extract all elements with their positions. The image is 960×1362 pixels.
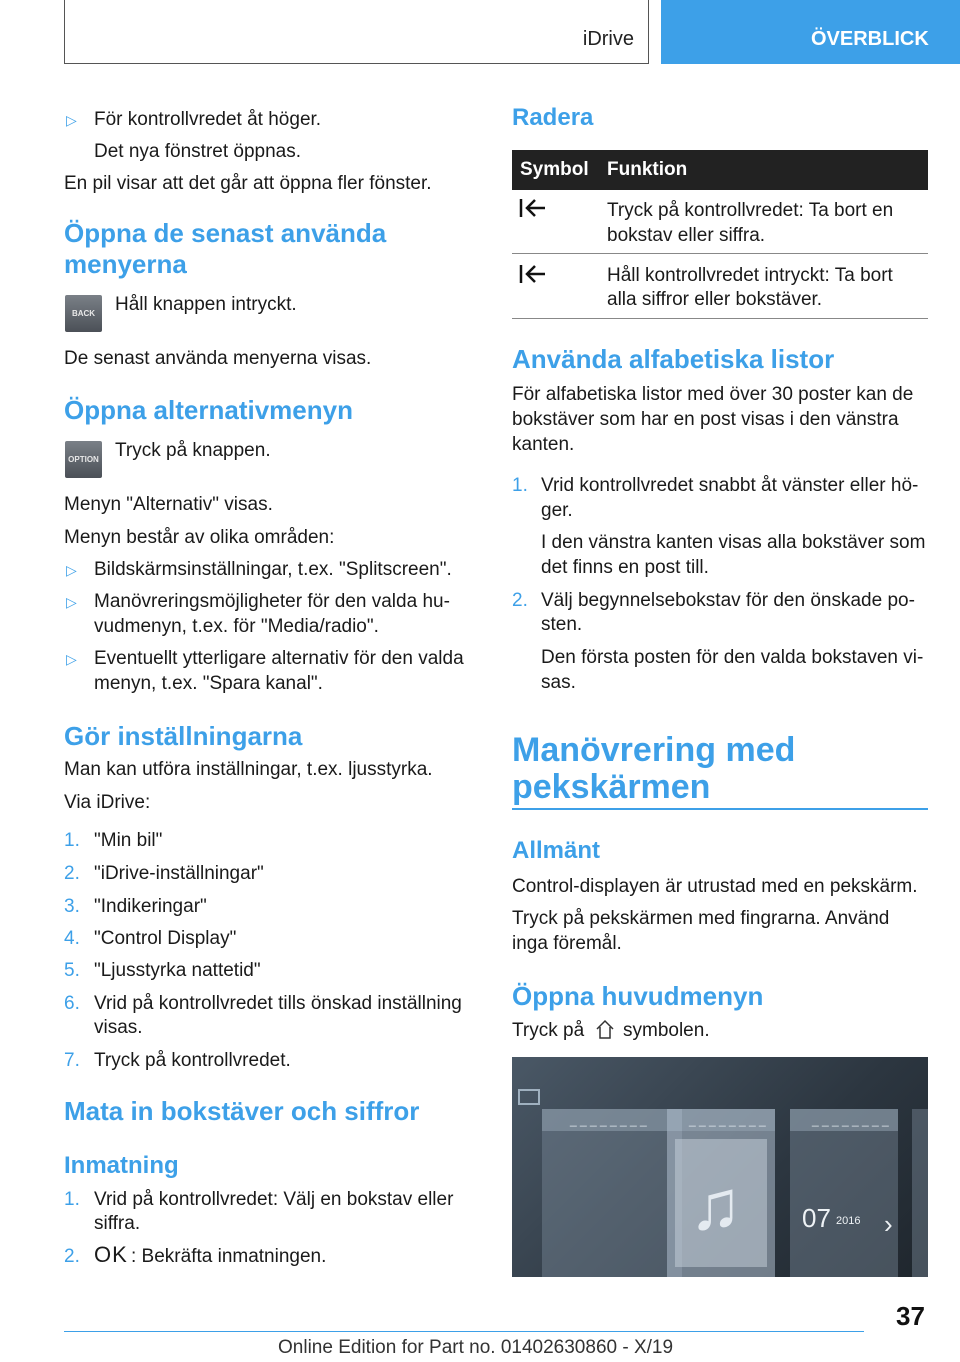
col-symbol: Symbol <box>520 159 589 180</box>
radio-value: 07 <box>802 1203 831 1233</box>
page-number: 37 <box>896 1301 925 1331</box>
table-cell: Håll kontrollvredet intryckt: Ta bort <box>607 265 893 286</box>
step-number: 6. <box>64 993 80 1014</box>
step-number: 4. <box>64 928 80 949</box>
table-header <box>512 150 928 190</box>
footer-edition: Online Edition for Part no. 01402630860 - X/19 <box>278 1337 674 1358</box>
paragraph: inga föremål. <box>512 933 622 954</box>
split-screen-icon <box>518 1089 540 1105</box>
step-text: "iDrive-inställningar" <box>94 863 264 884</box>
triangle-bullet-icon: ▷ <box>66 651 77 667</box>
bullet-text: menyn, t.ex. "Spara kanal". <box>94 673 323 694</box>
step-number: 7. <box>64 1050 80 1071</box>
step-number: 2. <box>64 863 80 884</box>
delete-arrow-icon <box>519 197 547 219</box>
section-rule <box>512 808 928 810</box>
step-text: sten. <box>541 614 583 635</box>
step-text: Vrid på kontrollvredet tills önskad inställning <box>94 993 462 1014</box>
header-tab <box>661 0 960 64</box>
radio-year: 2016 <box>836 1215 861 1227</box>
paragraph: Menyn består av olika områden: <box>64 527 335 548</box>
step-text: det finns en post till. <box>541 557 709 578</box>
step-text: Välj begynnelsebokstav för den önskade po- <box>541 590 915 611</box>
heading-alpha-lists: Använda alfabetiska listor <box>512 344 835 374</box>
tile-radio <box>790 1109 898 1277</box>
header-section: iDrive <box>582 28 634 50</box>
step-number: 5. <box>64 960 80 981</box>
header-frame <box>64 0 649 64</box>
triangle-bullet-icon: ▷ <box>66 594 77 610</box>
step-text: I den vänstra kanten visas alla bokstäver som <box>541 532 926 553</box>
bullet-text: vudmenyn, t.ex. för "Media/radio". <box>94 616 379 637</box>
home-icon <box>594 1018 616 1040</box>
step-text: Vrid på kontrollvredet: Välj en bokstav eller <box>94 1189 454 1210</box>
paragraph: Control-displayen är utrustad med en pekskärm. <box>512 876 918 897</box>
heading-settings: Gör inställningarna <box>64 721 303 751</box>
triangle-bullet-icon: ▷ <box>66 562 77 578</box>
tile-vehicle <box>542 1109 682 1277</box>
paragraph: kanten. <box>512 434 575 455</box>
heading-recent-menus: Öppna de senast använda menyerna <box>64 218 387 279</box>
heading-input: Mata in bokstäver och siffror <box>64 1096 420 1126</box>
back-button-icon: BACK <box>65 295 102 332</box>
step-text: ger. <box>541 500 573 521</box>
step-number: 2. <box>64 1246 80 1267</box>
heading-touchscreen-line1: Manövrering med <box>512 731 796 769</box>
paragraph: Menyn "Alternativ" visas. <box>64 494 273 515</box>
paragraph: Man kan utföra inställningar, t.ex. ljusstyrka. <box>64 759 433 780</box>
chevron-right-icon: › <box>884 1209 893 1239</box>
triangle-bullet-icon: ▷ <box>66 112 77 128</box>
header-tab-label: ÖVERBLICK <box>811 28 929 50</box>
bullet-text: För kontrollvredet åt höger. <box>94 109 322 130</box>
tile-vehicle-header: _ _ _ _ _ _ _ _ <box>542 1109 682 1131</box>
footer-rule <box>64 1331 864 1332</box>
bullet-subtext: Det nya fönstret öppnas. <box>94 141 302 162</box>
tile-next <box>912 1109 928 1277</box>
step-text: siffra. <box>94 1213 141 1234</box>
step-number: 3. <box>64 896 80 917</box>
table-cell: Tryck på kontrollvredet: Ta bort en <box>607 200 894 221</box>
step-text: "Indikeringar" <box>94 896 207 917</box>
heading-touchscreen-line2: pekskärmen <box>512 768 711 806</box>
step-text: : Bekräfta inmatningen. <box>131 1246 327 1267</box>
step-text: "Min bil" <box>94 830 163 851</box>
music-note-icon: ♫ <box>689 1166 742 1244</box>
heading-inmatning: Inmatning <box>64 1152 179 1179</box>
paragraph: symbolen. <box>623 1020 710 1041</box>
bullet-text: Bildskärmsinställningar, t.ex. "Splitscreen". <box>94 559 452 580</box>
step-number: 1. <box>512 475 528 496</box>
step-text: Tryck på kontrollvredet. <box>94 1050 291 1071</box>
main-menu-screenshot <box>512 1057 928 1277</box>
step-text: Den första posten för den valda bokstaven vi- <box>541 647 924 668</box>
step-text: Vrid kontrollvredet snabbt åt vänster eller hö- <box>541 475 919 496</box>
table-divider <box>512 318 928 319</box>
step-text: visas. <box>94 1017 143 1038</box>
heading-main-menu: Öppna huvudmenyn <box>512 981 764 1011</box>
tile-media-header: _ _ _ _ _ _ _ _ <box>667 1109 775 1131</box>
paragraph: Tryck på <box>512 1020 585 1041</box>
heading-radera: Radera <box>512 104 594 131</box>
tile-media <box>667 1109 775 1277</box>
heading-general: Allmänt <box>512 837 601 864</box>
delete-arrow-icon <box>519 263 547 285</box>
paragraph: Via iDrive: <box>64 792 151 813</box>
paragraph: bokstäver som har en post visas i den vänstra <box>512 409 899 430</box>
table-divider <box>512 253 928 254</box>
bullet-text: Manövreringsmöjligheter för den valda hu- <box>94 591 450 612</box>
table-cell: alla siffror eller bokstäver. <box>607 289 823 310</box>
paragraph: För alfabetiska listor med över 30 poster kan de <box>512 384 914 405</box>
heading-option-menu: Öppna alternativmenyn <box>64 395 353 425</box>
step-number: 1. <box>64 830 80 851</box>
col-function: Funktion <box>607 159 688 180</box>
step-text: sas. <box>541 672 576 693</box>
bullet-text: Eventuellt ytterligare alternativ för den valda <box>94 648 464 669</box>
paragraph: En pil visar att det går att öppna fler fönster. <box>64 173 432 194</box>
option-button-icon: OPTION <box>65 441 102 478</box>
back-text: Håll knappen intryckt. <box>115 294 297 315</box>
step-text: "Ljusstyrka nattetid" <box>94 960 261 981</box>
table-cell: bokstav eller siffra. <box>607 225 766 246</box>
paragraph: De senast använda menyerna visas. <box>64 348 372 369</box>
step-number: 1. <box>64 1189 80 1210</box>
option-text: Tryck på knappen. <box>115 440 271 461</box>
tile-radio-header: _ _ _ _ _ _ _ _ <box>790 1109 898 1131</box>
step-number: 2. <box>512 590 528 611</box>
paragraph: Tryck på pekskärmen med fingrarna. Använd <box>512 908 890 929</box>
ok-symbol-icon: OK <box>94 1242 128 1267</box>
step-text: "Control Display" <box>94 928 237 949</box>
